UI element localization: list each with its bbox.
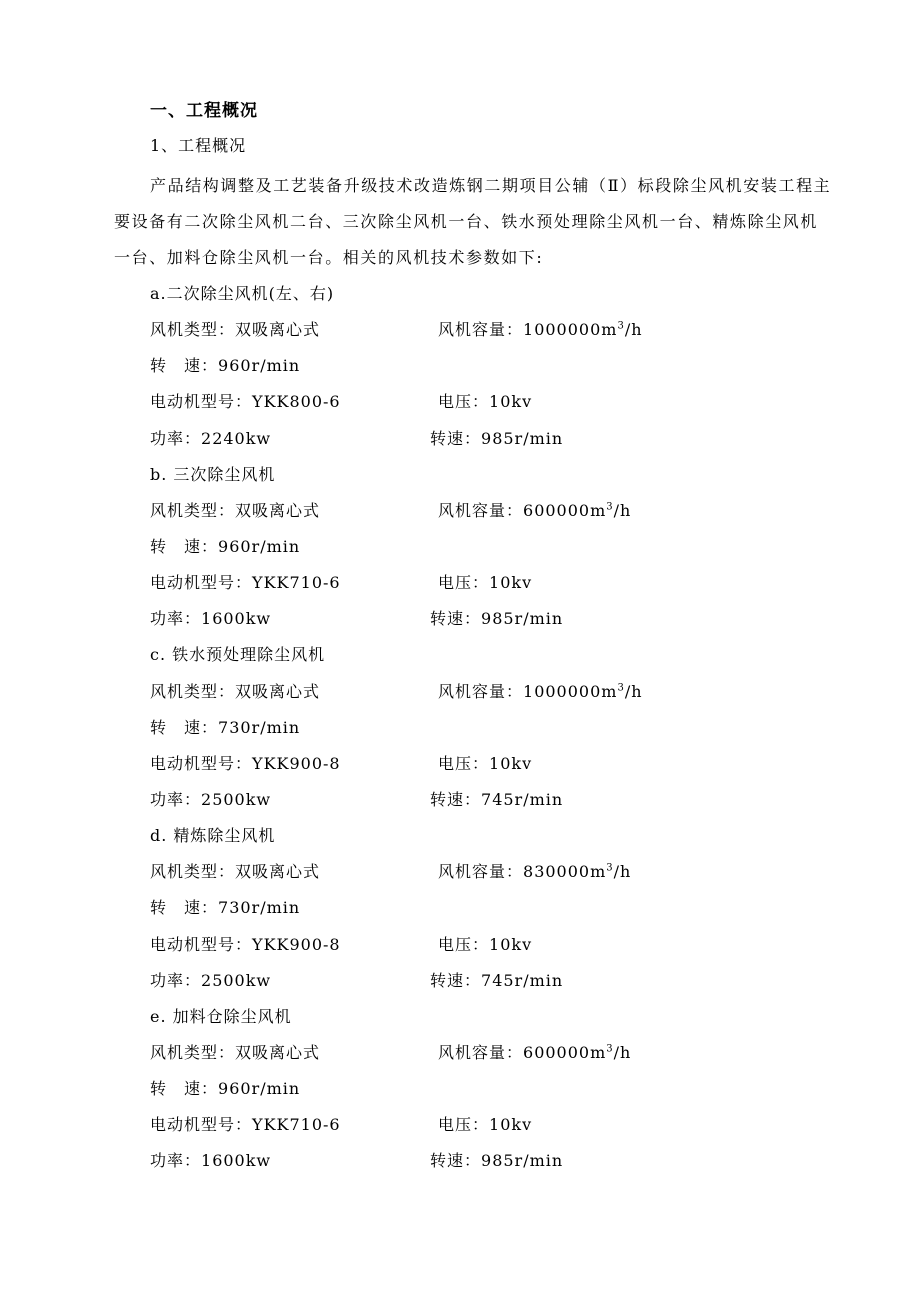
power-value: 2500kw (201, 970, 272, 990)
fan-capacity-unit: /h (624, 681, 643, 701)
fan-capacity-sup: 3 (606, 501, 614, 513)
fan-capacity-label: 风机容量： (438, 320, 524, 340)
voltage-value: 10kv (489, 1115, 533, 1135)
power-label: 功率： (150, 789, 202, 809)
fan-type-row (150, 854, 632, 890)
fan-capacity-label: 风机容量： (438, 681, 524, 701)
fan-capacity-label: 风机容量： (438, 1042, 524, 1062)
fan-group-title: a.二次除尘风机(左、右) (150, 284, 335, 303)
fan-capacity-value: 600000m (523, 500, 607, 520)
voltage-label: 电压： (438, 573, 490, 593)
power-row (150, 1143, 564, 1179)
fan-capacity-sup: 3 (606, 1043, 614, 1055)
fan-capacity (438, 674, 643, 710)
fan-capacity-label: 风机容量： (438, 500, 524, 520)
fan-type-row (150, 493, 632, 529)
fan-speed-value: 730r/min (218, 717, 301, 737)
motor-model-label: 电动机型号： (150, 753, 253, 773)
motor-model-row (150, 384, 533, 420)
motor-model-value: YKK800-6 (252, 392, 341, 412)
power-value: 1600kw (201, 609, 272, 629)
fan-speed-row (150, 529, 341, 565)
fan-speed-row (150, 348, 341, 384)
fan-group (150, 818, 632, 999)
fan-speed-label: 转 速： (150, 356, 219, 376)
power-label: 功率： (150, 970, 202, 990)
fan-capacity-unit: /h (613, 500, 632, 520)
fan-group-title: c. 铁水预处理除尘风机 (150, 645, 326, 665)
motor-model-row (150, 565, 533, 601)
power-row (150, 421, 564, 457)
motor-speed-value: 985r/min (481, 1151, 564, 1171)
fan-capacity-sup: 3 (606, 862, 614, 874)
motor-speed (430, 601, 563, 637)
fan-type-row (150, 674, 643, 710)
fan-capacity-sup: 3 (617, 320, 625, 332)
fan-type-label: 风机类型： (150, 500, 236, 520)
fan-speed-value: 960r/min (218, 356, 301, 376)
motor-model-label: 电动机型号： (150, 573, 253, 593)
fan-group (150, 276, 643, 457)
fan-capacity-unit: /h (624, 320, 643, 340)
fan-capacity-unit: /h (613, 862, 632, 882)
power-value: 2500kw (201, 789, 272, 809)
fan-speed-value: 960r/min (218, 1079, 301, 1099)
fan-speed-row (150, 1071, 341, 1107)
power-row (150, 601, 564, 637)
fan-speed-value: 730r/min (218, 898, 301, 918)
section-heading: 一、工程概况 (150, 101, 258, 121)
motor-speed (430, 963, 563, 999)
power-label: 功率： (150, 1151, 202, 1171)
fan-capacity-value: 830000m (523, 862, 607, 882)
fan-type-label: 风机类型： (150, 1042, 236, 1062)
fan-capacity-sup: 3 (617, 682, 625, 694)
voltage-label: 电压： (438, 934, 490, 954)
fan-capacity-value: 1000000m (523, 681, 618, 701)
motor-speed-label: 转速： (430, 428, 482, 448)
voltage-value: 10kv (489, 573, 533, 593)
motor-speed (430, 782, 563, 818)
fan-type-label: 风机类型： (150, 862, 236, 882)
power-label: 功率： (150, 609, 202, 629)
subsection-heading: 1、工程概况 (150, 136, 247, 155)
fan-capacity-value: 600000m (523, 1042, 607, 1062)
fan-type-row (150, 1035, 632, 1071)
motor-model-row (150, 1107, 533, 1143)
voltage-value: 10kv (489, 392, 533, 412)
voltage (438, 746, 532, 782)
fan-group (150, 999, 632, 1180)
motor-speed-label: 转速： (430, 1151, 482, 1171)
voltage-label: 电压： (438, 753, 490, 773)
voltage-value: 10kv (489, 753, 533, 773)
fan-group (150, 637, 643, 818)
voltage (438, 927, 532, 963)
motor-speed-label: 转速： (430, 789, 482, 809)
motor-speed-value: 745r/min (481, 970, 564, 990)
motor-speed-value: 985r/min (481, 609, 564, 629)
motor-model-value: YKK710-6 (252, 1115, 341, 1135)
fan-speed-value: 960r/min (218, 536, 301, 556)
fan-speed-row (150, 710, 341, 746)
voltage (438, 1107, 532, 1143)
intro-text: 产品结构调整及工艺装备升级技术改造炼钢二期项目公辅（Ⅱ）标段除尘风机安装工程主要设备有二次除尘风机二台、三次除尘风机一台、铁水预处理除尘风机一台、精炼除尘风机一台、加料仓除尘风机一台。相关的风机技术参数如下: (114, 176, 832, 267)
power-row (150, 782, 564, 818)
fan-speed-label: 转 速： (150, 898, 219, 918)
fan-group (150, 457, 632, 638)
motor-model-value: YKK900-8 (252, 934, 341, 954)
fan-capacity-label: 风机容量： (438, 862, 524, 882)
fan-capacity (438, 493, 631, 529)
power-value: 1600kw (201, 1151, 272, 1171)
voltage (438, 384, 532, 420)
fan-capacity-unit: /h (613, 1042, 632, 1062)
power-label: 功率： (150, 428, 202, 448)
fan-capacity (438, 1035, 631, 1071)
fan-group-title: b. 三次除尘风机 (150, 464, 276, 484)
motor-speed (430, 1143, 563, 1179)
fan-type-value: 双吸离心式 (235, 320, 321, 340)
fan-type-row (150, 312, 643, 348)
motor-speed-value: 745r/min (481, 789, 564, 809)
power-value: 2240kw (201, 428, 272, 448)
motor-model-label: 电动机型号： (150, 1115, 253, 1135)
fan-capacity (438, 312, 643, 348)
fan-spec-list (150, 276, 643, 1180)
fan-type-value: 双吸离心式 (235, 681, 321, 701)
fan-type-label: 风机类型： (150, 681, 236, 701)
motor-model-row (150, 927, 533, 963)
motor-model-label: 电动机型号： (150, 934, 253, 954)
fan-speed-row (150, 890, 341, 926)
fan-group-title: d. 精炼除尘风机 (150, 826, 276, 846)
motor-model-label: 电动机型号： (150, 392, 253, 412)
motor-model-value: YKK710-6 (252, 573, 341, 593)
motor-model-value: YKK900-8 (252, 753, 341, 773)
voltage-value: 10kv (489, 934, 533, 954)
voltage (438, 565, 532, 601)
voltage-label: 电压： (438, 392, 490, 412)
fan-type-label: 风机类型： (150, 320, 236, 340)
fan-speed-label: 转 速： (150, 1079, 219, 1099)
motor-speed-value: 985r/min (481, 428, 564, 448)
fan-group-title: e. 加料仓除尘风机 (150, 1006, 292, 1026)
fan-type-value: 双吸离心式 (235, 500, 321, 520)
fan-speed-label: 转 速： (150, 717, 219, 737)
fan-speed-label: 转 速： (150, 536, 219, 556)
fan-capacity (438, 854, 631, 890)
motor-model-row (150, 746, 533, 782)
fan-type-value: 双吸离心式 (235, 1042, 321, 1062)
motor-speed-label: 转速： (430, 609, 482, 629)
voltage-label: 电压： (438, 1115, 490, 1135)
motor-speed-label: 转速： (430, 970, 482, 990)
fan-type-value: 双吸离心式 (235, 862, 321, 882)
intro-paragraph (114, 168, 834, 276)
fan-capacity-value: 1000000m (523, 320, 618, 340)
motor-speed (430, 421, 563, 457)
power-row (150, 963, 564, 999)
